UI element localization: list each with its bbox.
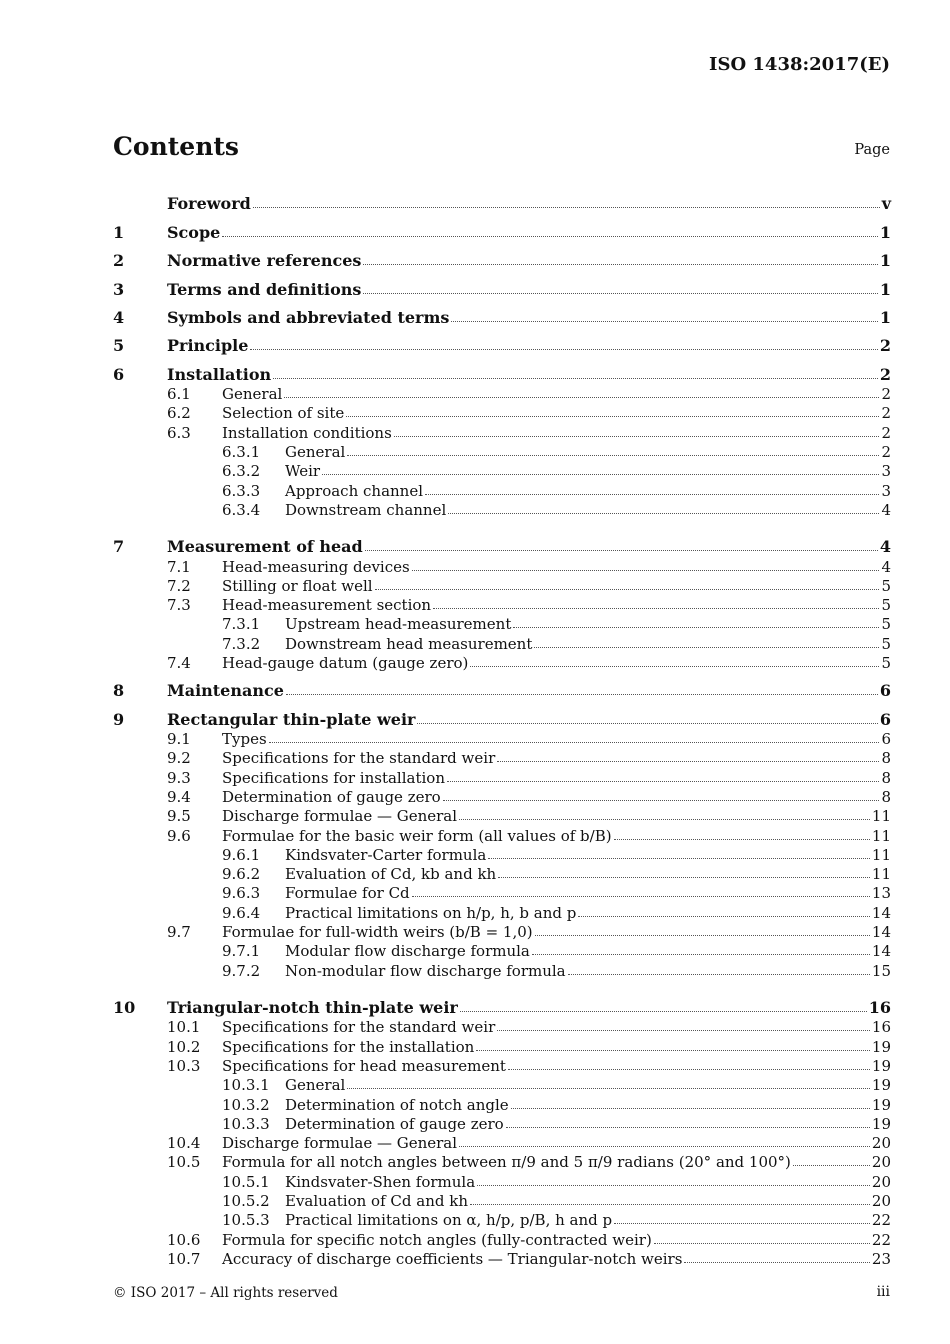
toc-entry[interactable] — [113, 922, 891, 941]
dot-leader — [447, 781, 879, 782]
toc-entry-number: 6.2 — [167, 404, 191, 423]
toc-entry[interactable] — [113, 1191, 891, 1210]
dot-leader — [250, 349, 877, 350]
dot-leader — [347, 1088, 870, 1089]
toc-entry[interactable] — [113, 1094, 891, 1113]
toc-entry[interactable] — [113, 461, 891, 480]
toc-entry-title[interactable]: Discharge formulae — General — [222, 807, 458, 826]
copyright-notice: © ISO 2017 – All rights reserved — [113, 1285, 338, 1301]
toc-entry-number: 10.2 — [167, 1037, 201, 1056]
toc-entry[interactable] — [113, 1152, 891, 1171]
toc-entry-page: 6 — [879, 709, 891, 729]
toc-entry-page: 23 — [871, 1249, 891, 1268]
toc-entry-title[interactable]: General — [222, 385, 283, 404]
toc-entry[interactable] — [113, 327, 891, 355]
toc-entry[interactable] — [113, 1056, 891, 1075]
toc-entry-page: 19 — [871, 1056, 891, 1075]
toc-entry-number: 10.3 — [167, 1056, 201, 1075]
toc-entry-number: 9.6.3 — [222, 884, 261, 903]
dot-leader — [363, 264, 877, 265]
toc-entry-number: 9.1 — [167, 730, 191, 749]
toc-entry-number: 2 — [113, 251, 125, 271]
toc-entry-title[interactable]: Head-measurement section — [222, 596, 432, 615]
dot-leader — [508, 1069, 870, 1070]
dot-leader — [417, 723, 877, 724]
dot-leader — [477, 1185, 870, 1186]
dot-leader — [412, 896, 870, 897]
toc-entry-number: 9.6.1 — [222, 845, 261, 864]
toc-entry-number: 10.7 — [167, 1249, 201, 1268]
toc-entry-number: 9.4 — [167, 787, 191, 806]
toc-entry[interactable] — [113, 355, 891, 383]
toc-entry[interactable] — [113, 480, 891, 499]
toc-entry-title[interactable]: Specifications for the standard weir — [222, 1018, 496, 1037]
dot-leader — [286, 694, 878, 695]
toc-entry-title[interactable]: Specifications for head measurement — [222, 1056, 506, 1075]
toc-entry-title[interactable]: Specifications for the installation — [222, 1037, 475, 1056]
toc-entry-title[interactable]: Foreword — [167, 194, 251, 214]
toc-entry-page: 11 — [871, 845, 891, 864]
toc-entry-page: 1 — [879, 222, 891, 242]
toc-entry-page: 5 — [881, 653, 891, 672]
toc-entry-title[interactable]: Triangular-notch thin-plate weir — [167, 998, 458, 1018]
toc-entry[interactable] — [113, 1036, 891, 1055]
toc-entry-title[interactable]: Modular flow discharge formula — [285, 942, 530, 961]
toc-entry-number: 8 — [113, 681, 125, 701]
toc-entry[interactable] — [113, 185, 891, 213]
toc-entry[interactable] — [113, 700, 891, 728]
toc-entry-page: 15 — [871, 961, 891, 980]
toc-entry[interactable] — [113, 556, 891, 575]
dot-leader — [375, 589, 880, 590]
toc-entry-title[interactable]: Kindsvater-Carter formula — [285, 845, 487, 864]
toc-entry-title[interactable]: General — [285, 1076, 346, 1095]
toc-entry-number: 10 — [113, 998, 136, 1018]
toc-entry-title[interactable]: Installation — [167, 364, 272, 384]
dot-leader — [346, 416, 879, 417]
toc-entry-number: 1 — [113, 222, 125, 242]
dot-leader — [497, 761, 879, 762]
toc-entry-page: 22 — [871, 1230, 891, 1249]
dot-leader — [470, 666, 879, 667]
dot-leader — [363, 293, 877, 294]
toc-entry-number: 6 — [113, 364, 125, 384]
toc-entry-title[interactable]: Terms and definitions — [167, 279, 362, 299]
toc-entry[interactable] — [113, 1249, 891, 1268]
toc-entry-title[interactable]: Practical limitations on α, h/p, p/B, h and p — [285, 1211, 613, 1230]
toc-entry-title[interactable]: Measurement of head — [167, 537, 363, 557]
toc-entry[interactable] — [113, 442, 891, 461]
toc-entry-title[interactable]: Rectangular thin-plate weir — [167, 709, 416, 729]
toc-entry-title[interactable]: Specifications for installation — [222, 768, 445, 787]
toc-entry-number: 7.1 — [167, 557, 191, 576]
toc-entry-number: 7.2 — [167, 576, 191, 595]
toc-entry-number: 9.3 — [167, 768, 191, 787]
toc-entry-number: 9.5 — [167, 807, 191, 826]
toc-entry[interactable] — [113, 806, 891, 825]
toc-entry[interactable] — [113, 213, 891, 241]
dot-leader — [460, 1011, 867, 1012]
toc-entry-page: 2 — [881, 404, 891, 423]
toc-entry[interactable] — [113, 242, 891, 270]
dot-leader — [284, 397, 879, 398]
toc-entry-title[interactable]: Maintenance — [167, 681, 284, 701]
toc-entry-number: 6.3 — [167, 423, 191, 442]
toc-entry-title[interactable]: Head-measuring devices — [222, 557, 410, 576]
dot-leader — [568, 974, 870, 975]
dot-leader — [488, 858, 870, 859]
dot-leader — [534, 647, 879, 648]
toc-entry-title[interactable]: Downstream head measurement — [285, 634, 533, 653]
dot-leader — [497, 1030, 870, 1031]
toc-entry[interactable] — [113, 270, 891, 298]
toc-entry[interactable] — [113, 422, 891, 441]
toc-entry-number: 9.7.1 — [222, 942, 261, 961]
toc-entry-page: 3 — [881, 462, 891, 481]
dot-leader — [459, 1146, 870, 1147]
toc-entry-title[interactable]: Head-gauge datum (gauge zero) — [222, 653, 469, 672]
toc-entry-page: 11 — [871, 865, 891, 884]
toc-entry-number: 6.3.2 — [222, 462, 261, 481]
toc-entry-title[interactable]: Determination of gauge zero — [222, 787, 441, 806]
toc-entry-title[interactable]: Normative references — [167, 251, 362, 271]
toc-entry-number: 9.6 — [167, 826, 191, 845]
toc-entry-page: 3 — [881, 481, 891, 500]
dot-leader — [394, 436, 880, 437]
toc-entry-page: 20 — [871, 1191, 891, 1210]
toc-entry-title[interactable]: Kindsvater-Shen formula — [285, 1172, 476, 1191]
toc-entry[interactable] — [113, 384, 891, 403]
dot-leader — [443, 800, 880, 801]
toc-entry-page: 2 — [879, 336, 891, 356]
toc-entry-title[interactable]: Scope — [167, 222, 221, 242]
toc-entry-number: 9 — [113, 709, 125, 729]
toc-entry[interactable] — [113, 1210, 891, 1229]
toc-entry-title[interactable]: Evaluation of Cd and kh — [285, 1191, 468, 1210]
toc-entry-number: 7.3 — [167, 596, 191, 615]
dot-leader — [513, 627, 879, 628]
toc-entry-page: 14 — [871, 942, 891, 961]
toc-entry[interactable] — [113, 883, 891, 902]
toc-entry[interactable] — [113, 787, 891, 806]
toc-entry-page: 19 — [871, 1114, 891, 1133]
contents-title: Contents — [113, 132, 240, 161]
toc-entry-page: 4 — [881, 500, 891, 519]
toc-entry[interactable] — [113, 1075, 891, 1094]
toc-entry[interactable] — [113, 902, 891, 921]
toc-entry[interactable] — [113, 299, 891, 327]
dot-leader — [654, 1243, 870, 1244]
toc-entry-page: 1 — [879, 307, 891, 327]
dot-leader — [614, 839, 870, 840]
toc-entry-title[interactable]: Accuracy of discharge coefficients — Triangular-notch weirs — [222, 1249, 683, 1268]
toc-entry[interactable] — [113, 989, 891, 1017]
toc-entry-title[interactable]: Practical limitations on h/p, h, b and p — [285, 903, 577, 922]
dot-leader — [412, 570, 880, 571]
dot-leader — [506, 1127, 870, 1128]
toc-entry-page: 11 — [871, 807, 891, 826]
toc-entry-title[interactable]: Symbols and abbreviated terms — [167, 307, 450, 327]
toc-entry[interactable] — [113, 500, 891, 519]
toc-entry[interactable] — [113, 528, 891, 556]
toc-entry-number: 6.1 — [167, 385, 191, 404]
toc-entry-title[interactable]: Determination of gauge zero — [285, 1114, 504, 1133]
toc-entry-number: 9.7 — [167, 923, 191, 942]
toc-entry-title[interactable]: General — [285, 442, 346, 461]
toc-entry-page: 4 — [881, 557, 891, 576]
dot-leader — [614, 1223, 870, 1224]
toc-entry-number: 10.5.3 — [222, 1211, 270, 1230]
toc-entry-page: 5 — [881, 596, 891, 615]
toc-entry-number: 10.3.2 — [222, 1095, 270, 1114]
toc-entry[interactable] — [113, 1133, 891, 1152]
toc-entry-title[interactable]: Formula for specific notch angles (fully-contracted weir) — [222, 1230, 652, 1249]
toc-entry-page: 8 — [881, 768, 891, 787]
dot-leader — [425, 494, 879, 495]
toc-entry-page: 1 — [879, 279, 891, 299]
toc-entry-number: 9.6.2 — [222, 865, 261, 884]
dot-leader — [448, 513, 879, 514]
dot-leader — [269, 742, 880, 743]
dot-leader — [684, 1262, 869, 1263]
toc-entry-page: 19 — [871, 1095, 891, 1114]
dot-leader — [793, 1165, 870, 1166]
toc-entry[interactable] — [113, 1114, 891, 1133]
toc-entry-number: 7.3.1 — [222, 615, 261, 634]
toc-entry-page: 14 — [871, 923, 891, 942]
dot-leader — [322, 474, 879, 475]
dot-leader — [222, 236, 878, 237]
toc-entry-page: 22 — [871, 1211, 891, 1230]
toc-entry-number: 10.1 — [167, 1018, 201, 1037]
toc-entry-page: 8 — [881, 787, 891, 806]
dot-leader — [459, 819, 870, 820]
toc-entry[interactable] — [113, 845, 891, 864]
toc-entry-number: 6.3.3 — [222, 481, 261, 500]
toc-entry-title[interactable]: Non-modular flow discharge formula — [285, 961, 566, 980]
toc-entry-number: 10.3.1 — [222, 1076, 270, 1095]
toc-entry-number: 10.5 — [167, 1153, 201, 1172]
toc-entry[interactable] — [113, 614, 891, 633]
toc-entry-title[interactable]: Stilling or float well — [222, 576, 373, 595]
dot-leader — [433, 608, 879, 609]
toc-entry-title[interactable]: Discharge formulae — General — [222, 1134, 458, 1153]
toc-entry-page: 19 — [871, 1037, 891, 1056]
toc-entry-title[interactable]: Determination of notch angle — [285, 1095, 509, 1114]
toc-entry-title[interactable]: Selection of site — [222, 404, 345, 423]
toc-entry-page: 16 — [868, 998, 891, 1018]
dot-leader — [365, 550, 878, 551]
dot-leader — [273, 378, 878, 379]
toc-entry[interactable] — [113, 767, 891, 786]
toc-entry-title[interactable]: Weir — [285, 462, 321, 481]
toc-entry-page: v — [881, 194, 891, 214]
toc-entry-number: 7 — [113, 537, 125, 557]
toc-entry-page: 20 — [871, 1134, 891, 1153]
toc-entry-number: 9.7.2 — [222, 961, 261, 980]
toc-entry-number: 7.3.2 — [222, 634, 261, 653]
toc-entry-page: 19 — [871, 1076, 891, 1095]
toc-entry[interactable] — [113, 576, 891, 595]
toc-entry-page: 1 — [879, 251, 891, 271]
toc-entry-page: 16 — [871, 1018, 891, 1037]
toc-entry-page: 2 — [879, 364, 891, 384]
toc-entry[interactable] — [113, 403, 891, 422]
toc-entry-title[interactable]: Types — [222, 730, 267, 749]
toc-entry-title[interactable]: Formulae for the basic weir form (all values of b/B) — [222, 826, 612, 845]
toc-entry[interactable] — [113, 595, 891, 614]
toc-entry-number: 5 — [113, 336, 125, 356]
dot-leader — [347, 455, 879, 456]
toc-entry[interactable] — [113, 748, 891, 767]
toc-entry-page: 6 — [879, 681, 891, 701]
toc-entry-number: 10.5.1 — [222, 1172, 270, 1191]
toc-entry-number: 4 — [113, 307, 125, 327]
dot-leader — [476, 1050, 870, 1051]
toc-entry[interactable] — [113, 653, 891, 672]
toc-entry-title[interactable]: Evaluation of Cd, kb and kh — [285, 865, 497, 884]
dot-leader — [532, 954, 870, 955]
toc-entry[interactable] — [113, 1171, 891, 1190]
table-of-contents — [113, 185, 891, 1268]
toc-entry-page: 5 — [881, 576, 891, 595]
dot-leader — [535, 935, 870, 936]
toc-entry-number: 6.3.4 — [222, 500, 261, 519]
toc-entry-page: 4 — [879, 537, 891, 557]
toc-entry-number: 10.5.2 — [222, 1191, 270, 1210]
toc-entry[interactable] — [113, 1017, 891, 1036]
dot-leader — [498, 877, 870, 878]
dot-leader — [451, 321, 877, 322]
toc-entry-title[interactable]: Principle — [167, 336, 249, 356]
toc-entry[interactable] — [113, 1229, 891, 1248]
toc-entry-number: 10.6 — [167, 1230, 201, 1249]
toc-entry[interactable] — [113, 825, 891, 844]
dot-leader — [470, 1204, 870, 1205]
toc-entry[interactable] — [113, 941, 891, 960]
toc-entry-page: 14 — [871, 903, 891, 922]
toc-entry[interactable] — [113, 864, 891, 883]
toc-entry-number: 9.2 — [167, 749, 191, 768]
toc-entry-page: 20 — [871, 1172, 891, 1191]
toc-entry-page: 2 — [881, 385, 891, 404]
toc-entry-page: 5 — [881, 615, 891, 634]
toc-entry-number: 10.3.3 — [222, 1114, 270, 1133]
toc-entry-title[interactable]: Formulae for Cd — [285, 884, 410, 903]
toc-entry-page: 8 — [881, 749, 891, 768]
toc-entry-page: 2 — [881, 423, 891, 442]
toc-entry[interactable] — [113, 960, 891, 979]
dot-leader — [253, 207, 880, 208]
toc-entry-title[interactable]: Approach channel — [285, 481, 424, 500]
dot-leader — [578, 916, 870, 917]
toc-entry-title[interactable]: Formulae for full-width weirs (b/B = 1,0) — [222, 923, 533, 942]
toc-entry-number: 3 — [113, 279, 125, 299]
page-column-label: Page — [854, 142, 890, 158]
page-number: iii — [876, 1284, 890, 1300]
dot-leader — [511, 1108, 870, 1109]
toc-entry-number: 9.6.4 — [222, 903, 261, 922]
toc-entry-number: 7.4 — [167, 653, 191, 672]
toc-entry-title[interactable]: Specifications for the standard weir — [222, 749, 496, 768]
toc-entry-title[interactable]: Upstream head-measurement — [285, 615, 512, 634]
toc-entry-title[interactable]: Downstream channel — [285, 500, 447, 519]
toc-entry-page: 2 — [881, 442, 891, 461]
toc-entry-page: 5 — [881, 634, 891, 653]
toc-entry-page: 13 — [871, 884, 891, 903]
toc-entry-title[interactable]: Formula for all notch angles between π/9 and 5 π/9 radians (20° and 100°) — [222, 1153, 791, 1172]
toc-entry-page: 11 — [871, 826, 891, 845]
toc-entry-number: 10.4 — [167, 1134, 201, 1153]
toc-entry-page: 6 — [881, 730, 891, 749]
toc-entry[interactable] — [113, 672, 891, 700]
toc-entry-number: 6.3.1 — [222, 442, 261, 461]
toc-entry-page: 20 — [871, 1153, 891, 1172]
standard-reference: ISO 1438:2017(E) — [709, 54, 890, 75]
toc-entry-title[interactable]: Installation conditions — [222, 423, 392, 442]
toc-entry[interactable] — [113, 633, 891, 652]
toc-entry[interactable] — [113, 729, 891, 748]
